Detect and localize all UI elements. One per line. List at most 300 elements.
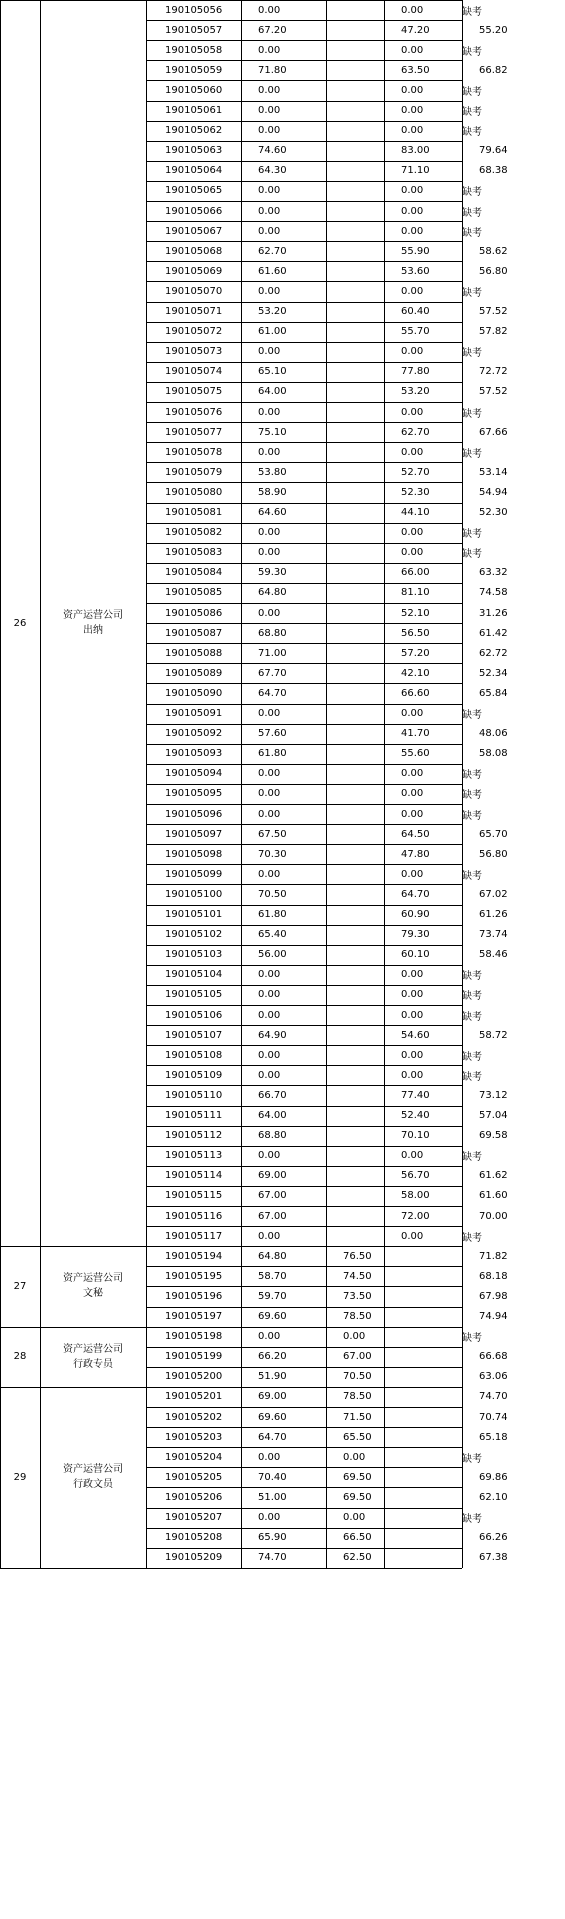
skill-score-cell: 0.00 bbox=[401, 125, 424, 137]
skill-score-cell bbox=[384, 1427, 462, 1447]
ticket-number-cell: 190105076 bbox=[165, 406, 223, 418]
interview-score-cell bbox=[326, 161, 384, 181]
row-divider bbox=[146, 744, 462, 745]
skill-score-cell: 47.80 bbox=[401, 848, 430, 860]
interview-score-cell bbox=[326, 382, 384, 402]
row-divider bbox=[146, 302, 462, 303]
group-number-cell: 27 bbox=[13, 1280, 27, 1292]
total-score-cell: 缺考 bbox=[462, 207, 482, 219]
ticket-number-cell: 190105068 bbox=[165, 245, 223, 257]
written-score-cell: 62.70 bbox=[258, 245, 287, 257]
interview-score-cell: 67.00 bbox=[343, 1351, 372, 1363]
total-score-cell: 58.08 bbox=[479, 748, 508, 760]
interview-score-cell bbox=[326, 1065, 384, 1085]
skill-score-cell bbox=[384, 1286, 462, 1306]
skill-score-cell: 0.00 bbox=[401, 1049, 424, 1061]
interview-score-cell bbox=[326, 1106, 384, 1126]
interview-score-cell bbox=[326, 1085, 384, 1105]
ticket-number-cell: 190105106 bbox=[165, 1009, 223, 1021]
total-score-cell: 缺考 bbox=[462, 6, 482, 18]
row-divider bbox=[146, 1045, 462, 1046]
row-divider bbox=[146, 241, 462, 242]
column-divider bbox=[0, 0, 1, 1568]
ticket-number-cell: 190105204 bbox=[165, 1451, 223, 1463]
ticket-number-cell: 190105195 bbox=[165, 1270, 223, 1282]
written-score-cell: 0.00 bbox=[258, 346, 281, 358]
ticket-number-cell: 190105070 bbox=[165, 285, 223, 297]
skill-score-cell bbox=[384, 1407, 462, 1427]
ticket-number-cell: 190105056 bbox=[165, 4, 223, 16]
interview-score-cell bbox=[326, 201, 384, 221]
position-name bbox=[63, 608, 123, 638]
interview-score-cell bbox=[326, 744, 384, 764]
interview-score-cell bbox=[326, 945, 384, 965]
position-line: 资产运营公司 bbox=[63, 1343, 123, 1355]
ticket-number-cell: 190105084 bbox=[165, 567, 223, 579]
total-score-cell: 67.98 bbox=[479, 1290, 508, 1302]
ticket-number-cell: 190105079 bbox=[165, 466, 223, 478]
total-score-cell: 55.20 bbox=[479, 24, 508, 36]
skill-score-cell: 52.10 bbox=[401, 607, 430, 619]
interview-score-cell: 0.00 bbox=[343, 1512, 366, 1524]
total-score-cell: 缺考 bbox=[462, 187, 482, 199]
written-score-cell: 53.80 bbox=[258, 466, 287, 478]
written-score-cell: 0.00 bbox=[258, 1009, 281, 1021]
row-divider bbox=[146, 503, 462, 504]
total-score-cell: 缺考 bbox=[462, 107, 482, 119]
written-score-cell: 0.00 bbox=[258, 969, 281, 981]
skill-score-cell bbox=[384, 1528, 462, 1548]
interview-score-cell bbox=[326, 302, 384, 322]
total-score-cell: 70.00 bbox=[479, 1210, 508, 1222]
ticket-number-cell: 190105064 bbox=[165, 165, 223, 177]
skill-score-cell: 77.40 bbox=[401, 1089, 430, 1101]
ticket-number-cell: 190105081 bbox=[165, 507, 223, 519]
skill-score-cell: 0.00 bbox=[401, 446, 424, 458]
ticket-number-cell: 190105067 bbox=[165, 225, 223, 237]
total-score-cell: 31.26 bbox=[479, 607, 508, 619]
column-divider bbox=[241, 0, 242, 1568]
skill-score-cell: 62.70 bbox=[401, 426, 430, 438]
interview-score-cell bbox=[326, 101, 384, 121]
skill-score-cell: 79.30 bbox=[401, 929, 430, 941]
interview-score-cell: 69.50 bbox=[343, 1491, 372, 1503]
skill-score-cell: 55.70 bbox=[401, 326, 430, 338]
interview-score-cell: 71.50 bbox=[343, 1411, 372, 1423]
total-score-cell: 57.52 bbox=[479, 386, 508, 398]
ticket-number-cell: 190105091 bbox=[165, 708, 223, 720]
total-score-cell: 缺考 bbox=[462, 870, 482, 882]
total-score-cell: 52.30 bbox=[479, 507, 508, 519]
written-score-cell: 57.60 bbox=[258, 728, 287, 740]
ticket-number-cell: 190105097 bbox=[165, 828, 223, 840]
total-score-cell: 52.34 bbox=[479, 667, 508, 679]
row-divider bbox=[146, 824, 462, 825]
written-score-cell: 70.50 bbox=[258, 888, 287, 900]
total-score-cell: 73.12 bbox=[479, 1089, 508, 1101]
ticket-number-cell: 190105203 bbox=[165, 1431, 223, 1443]
total-score-cell: 63.32 bbox=[479, 567, 508, 579]
row-divider bbox=[146, 663, 462, 664]
skill-score-cell: 0.00 bbox=[401, 406, 424, 418]
column-divider bbox=[40, 0, 41, 1568]
written-score-cell: 64.80 bbox=[258, 1250, 287, 1262]
row-divider bbox=[146, 543, 462, 544]
skill-score-cell: 60.90 bbox=[401, 909, 430, 921]
total-score-cell: 缺考 bbox=[462, 1514, 482, 1526]
row-divider bbox=[146, 1106, 462, 1107]
row-divider bbox=[146, 724, 462, 725]
row-divider bbox=[146, 20, 462, 21]
total-score-cell: 74.58 bbox=[479, 587, 508, 599]
skill-score-cell: 57.20 bbox=[401, 647, 430, 659]
written-score-cell: 65.10 bbox=[258, 366, 287, 378]
row-divider bbox=[146, 201, 462, 202]
written-score-cell: 0.00 bbox=[258, 446, 281, 458]
row-divider bbox=[146, 1065, 462, 1066]
row-divider bbox=[146, 623, 462, 624]
row-divider bbox=[146, 482, 462, 483]
ticket-number-cell: 190105114 bbox=[165, 1170, 223, 1182]
interview-score-cell bbox=[326, 965, 384, 985]
row-divider bbox=[146, 101, 462, 102]
written-score-cell: 75.10 bbox=[258, 426, 287, 438]
row-divider bbox=[146, 523, 462, 524]
total-score-cell: 缺考 bbox=[462, 790, 482, 802]
ticket-number-cell: 190105112 bbox=[165, 1130, 223, 1142]
row-divider bbox=[146, 1487, 462, 1488]
total-score-cell: 缺考 bbox=[462, 287, 482, 299]
row-divider bbox=[146, 764, 462, 765]
row-divider bbox=[146, 1025, 462, 1026]
interview-score-cell: 66.50 bbox=[343, 1532, 372, 1544]
ticket-number-cell: 190105095 bbox=[165, 788, 223, 800]
row-divider bbox=[146, 462, 462, 463]
skill-score-cell: 0.00 bbox=[401, 84, 424, 96]
skill-score-cell: 0.00 bbox=[401, 44, 424, 56]
skill-score-cell: 52.40 bbox=[401, 1110, 430, 1122]
total-score-cell: 缺考 bbox=[462, 971, 482, 983]
interview-score-cell: 76.50 bbox=[343, 1250, 372, 1262]
written-score-cell: 64.70 bbox=[258, 687, 287, 699]
total-score-cell: 53.14 bbox=[479, 466, 508, 478]
row-divider bbox=[146, 1286, 462, 1287]
written-score-cell: 70.40 bbox=[258, 1471, 287, 1483]
total-score-cell: 73.74 bbox=[479, 929, 508, 941]
total-score-cell: 62.72 bbox=[479, 647, 508, 659]
row-divider bbox=[146, 704, 462, 705]
written-score-cell: 69.00 bbox=[258, 1391, 287, 1403]
ticket-number-cell: 190105208 bbox=[165, 1532, 223, 1544]
written-score-cell: 59.30 bbox=[258, 567, 287, 579]
interview-score-cell bbox=[326, 623, 384, 643]
ticket-number-cell: 190105196 bbox=[165, 1290, 223, 1302]
ticket-number-cell: 190105058 bbox=[165, 44, 223, 56]
total-score-cell: 65.70 bbox=[479, 828, 508, 840]
interview-score-cell bbox=[326, 1025, 384, 1045]
row-divider bbox=[146, 1005, 462, 1006]
written-score-cell: 67.00 bbox=[258, 1190, 287, 1202]
row-divider bbox=[146, 281, 462, 282]
row-divider bbox=[146, 1347, 462, 1348]
total-score-cell: 65.18 bbox=[479, 1431, 508, 1443]
skill-score-cell: 0.00 bbox=[401, 868, 424, 880]
interview-score-cell bbox=[326, 724, 384, 744]
skill-score-cell bbox=[384, 1487, 462, 1507]
interview-score-cell bbox=[326, 985, 384, 1005]
row-divider bbox=[146, 422, 462, 423]
ticket-number-cell: 190105072 bbox=[165, 326, 223, 338]
written-score-cell: 0.00 bbox=[258, 285, 281, 297]
total-score-cell: 71.82 bbox=[479, 1250, 508, 1262]
written-score-cell: 61.80 bbox=[258, 909, 287, 921]
skill-score-cell: 63.50 bbox=[401, 64, 430, 76]
row-divider bbox=[146, 382, 462, 383]
row-divider bbox=[146, 844, 462, 845]
total-score-cell: 48.06 bbox=[479, 728, 508, 740]
position-line: 资产运营公司 bbox=[63, 1273, 123, 1285]
row-divider bbox=[146, 1166, 462, 1167]
skill-score-cell: 0.00 bbox=[401, 4, 424, 16]
position-cell bbox=[40, 1327, 146, 1387]
skill-score-cell: 55.60 bbox=[401, 748, 430, 760]
written-score-cell: 0.00 bbox=[258, 205, 281, 217]
written-score-cell: 66.70 bbox=[258, 1089, 287, 1101]
total-score-cell: 缺考 bbox=[462, 408, 482, 420]
row-divider bbox=[146, 603, 462, 604]
total-score-cell: 61.26 bbox=[479, 909, 508, 921]
interview-score-cell bbox=[326, 422, 384, 442]
total-score-cell: 缺考 bbox=[462, 1232, 482, 1244]
skill-score-cell: 53.60 bbox=[401, 265, 430, 277]
position-name bbox=[63, 1271, 123, 1301]
total-score-cell: 58.62 bbox=[479, 245, 508, 257]
skill-score-cell: 83.00 bbox=[401, 145, 430, 157]
total-score-cell: 68.18 bbox=[479, 1270, 508, 1282]
skill-score-cell: 58.00 bbox=[401, 1190, 430, 1202]
written-score-cell: 71.80 bbox=[258, 64, 287, 76]
interview-score-cell: 78.50 bbox=[343, 1311, 372, 1323]
ticket-number-cell: 190105102 bbox=[165, 929, 223, 941]
interview-score-cell bbox=[326, 563, 384, 583]
skill-score-cell: 60.10 bbox=[401, 949, 430, 961]
row-divider bbox=[146, 402, 462, 403]
row-divider bbox=[146, 1126, 462, 1127]
row-divider bbox=[146, 342, 462, 343]
skill-score-cell: 47.20 bbox=[401, 24, 430, 36]
written-score-cell: 0.00 bbox=[258, 1451, 281, 1463]
row-divider bbox=[146, 945, 462, 946]
interview-score-cell bbox=[326, 60, 384, 80]
interview-score-cell bbox=[326, 864, 384, 884]
ticket-number-cell: 190105202 bbox=[165, 1411, 223, 1423]
total-score-cell: 缺考 bbox=[462, 1071, 482, 1083]
skill-score-cell: 41.70 bbox=[401, 728, 430, 740]
interview-score-cell bbox=[326, 1005, 384, 1025]
interview-score-cell bbox=[326, 643, 384, 663]
position-line: 行政文员 bbox=[73, 1479, 113, 1491]
ticket-number-cell: 190105199 bbox=[165, 1351, 223, 1363]
written-score-cell: 59.70 bbox=[258, 1290, 287, 1302]
row-divider bbox=[146, 683, 462, 684]
written-score-cell: 64.00 bbox=[258, 1110, 287, 1122]
row-divider bbox=[146, 60, 462, 61]
skill-score-cell bbox=[384, 1327, 462, 1347]
ticket-number-cell: 190105057 bbox=[165, 24, 223, 36]
skill-score-cell: 0.00 bbox=[401, 285, 424, 297]
ticket-number-cell: 190105065 bbox=[165, 185, 223, 197]
interview-score-cell bbox=[326, 523, 384, 543]
interview-score-cell bbox=[326, 141, 384, 161]
row-divider bbox=[146, 1447, 462, 1448]
total-score-cell: 74.94 bbox=[479, 1311, 508, 1323]
row-divider bbox=[146, 1307, 462, 1308]
position-line: 文秘 bbox=[83, 1288, 103, 1300]
skill-score-cell: 66.60 bbox=[401, 687, 430, 699]
ticket-number-cell: 190105201 bbox=[165, 1391, 223, 1403]
total-score-cell: 66.26 bbox=[479, 1532, 508, 1544]
total-score-cell: 缺考 bbox=[462, 127, 482, 139]
ticket-number-cell: 190105101 bbox=[165, 909, 223, 921]
written-score-cell: 74.70 bbox=[258, 1552, 287, 1564]
ticket-number-cell: 190105206 bbox=[165, 1491, 223, 1503]
written-score-cell: 58.90 bbox=[258, 486, 287, 498]
written-score-cell: 0.00 bbox=[258, 989, 281, 1001]
skill-score-cell: 53.20 bbox=[401, 386, 430, 398]
written-score-cell: 64.70 bbox=[258, 1431, 287, 1443]
interview-score-cell: 62.50 bbox=[343, 1552, 372, 1564]
written-score-cell: 65.40 bbox=[258, 929, 287, 941]
interview-score-cell: 69.50 bbox=[343, 1471, 372, 1483]
row-divider bbox=[146, 563, 462, 564]
written-score-cell: 64.90 bbox=[258, 1029, 287, 1041]
written-score-cell: 74.60 bbox=[258, 145, 287, 157]
written-score-cell: 64.30 bbox=[258, 165, 287, 177]
row-divider bbox=[146, 1528, 462, 1529]
total-score-cell: 缺考 bbox=[462, 86, 482, 98]
ticket-number-cell: 190105069 bbox=[165, 265, 223, 277]
total-score-cell: 62.10 bbox=[479, 1491, 508, 1503]
written-score-cell: 56.00 bbox=[258, 949, 287, 961]
group-number-cell: 26 bbox=[13, 617, 27, 629]
written-score-cell: 0.00 bbox=[258, 527, 281, 539]
skill-score-cell: 0.00 bbox=[401, 1230, 424, 1242]
ticket-number-cell: 190105088 bbox=[165, 647, 223, 659]
skill-score-cell: 0.00 bbox=[401, 185, 424, 197]
column-divider bbox=[146, 0, 147, 1568]
ticket-number-cell: 190105063 bbox=[165, 145, 223, 157]
row-divider bbox=[146, 121, 462, 122]
written-score-cell: 0.00 bbox=[258, 788, 281, 800]
ticket-number-cell: 190105086 bbox=[165, 607, 223, 619]
written-score-cell: 64.00 bbox=[258, 386, 287, 398]
skill-score-cell: 70.10 bbox=[401, 1130, 430, 1142]
row-divider bbox=[146, 1266, 462, 1267]
skill-score-cell bbox=[384, 1307, 462, 1327]
interview-score-cell bbox=[326, 884, 384, 904]
total-score-cell: 缺考 bbox=[462, 991, 482, 1003]
ticket-number-cell: 190105110 bbox=[165, 1089, 223, 1101]
skill-score-cell: 42.10 bbox=[401, 667, 430, 679]
ticket-number-cell: 190105205 bbox=[165, 1471, 223, 1483]
ticket-number-cell: 190105073 bbox=[165, 346, 223, 358]
total-score-cell: 57.04 bbox=[479, 1110, 508, 1122]
ticket-number-cell: 190105087 bbox=[165, 627, 223, 639]
skill-score-cell: 0.00 bbox=[401, 708, 424, 720]
interview-score-cell bbox=[326, 1146, 384, 1166]
ticket-number-cell: 190105093 bbox=[165, 748, 223, 760]
row-divider bbox=[146, 161, 462, 162]
skill-score-cell: 64.70 bbox=[401, 888, 430, 900]
written-score-cell: 67.00 bbox=[258, 1210, 287, 1222]
written-score-cell: 71.00 bbox=[258, 647, 287, 659]
total-score-cell: 65.84 bbox=[479, 687, 508, 699]
interview-score-cell bbox=[326, 824, 384, 844]
row-divider bbox=[146, 362, 462, 363]
written-score-cell: 67.20 bbox=[258, 24, 287, 36]
skill-score-cell: 64.50 bbox=[401, 828, 430, 840]
written-score-cell: 51.90 bbox=[258, 1371, 287, 1383]
written-score-cell: 0.00 bbox=[258, 1230, 281, 1242]
row-divider bbox=[146, 884, 462, 885]
ticket-number-cell: 190105078 bbox=[165, 446, 223, 458]
written-score-cell: 0.00 bbox=[258, 105, 281, 117]
written-score-cell: 0.00 bbox=[258, 708, 281, 720]
row-divider bbox=[146, 925, 462, 926]
skill-score-cell: 77.80 bbox=[401, 366, 430, 378]
written-score-cell: 61.60 bbox=[258, 265, 287, 277]
written-score-cell: 0.00 bbox=[258, 1069, 281, 1081]
total-score-cell: 缺考 bbox=[462, 1333, 482, 1345]
row-divider bbox=[146, 1226, 462, 1227]
skill-score-cell bbox=[384, 1548, 462, 1568]
total-score-cell: 缺考 bbox=[462, 549, 482, 561]
row-divider bbox=[146, 985, 462, 986]
ticket-number-cell: 190105207 bbox=[165, 1512, 223, 1524]
ticket-number-cell: 190105062 bbox=[165, 125, 223, 137]
ticket-number-cell: 190105111 bbox=[165, 1110, 223, 1122]
total-score-cell: 缺考 bbox=[462, 1051, 482, 1063]
interview-score-cell bbox=[326, 462, 384, 482]
skill-score-cell: 0.00 bbox=[401, 346, 424, 358]
interview-score-cell bbox=[326, 362, 384, 382]
interview-score-cell bbox=[326, 482, 384, 502]
interview-score-cell bbox=[326, 20, 384, 40]
total-score-cell: 63.06 bbox=[479, 1371, 508, 1383]
row-divider bbox=[146, 1508, 462, 1509]
row-divider bbox=[146, 261, 462, 262]
group-divider bbox=[0, 0, 462, 1]
total-score-cell: 缺考 bbox=[462, 46, 482, 58]
interview-score-cell bbox=[326, 784, 384, 804]
ticket-number-cell: 190105077 bbox=[165, 426, 223, 438]
position-line: 资产运营公司 bbox=[63, 1464, 123, 1476]
ticket-number-cell: 190105198 bbox=[165, 1331, 223, 1343]
total-score-cell: 74.70 bbox=[479, 1391, 508, 1403]
row-divider bbox=[146, 221, 462, 222]
interview-score-cell bbox=[326, 80, 384, 100]
written-score-cell: 0.00 bbox=[258, 547, 281, 559]
total-score-cell: 72.72 bbox=[479, 366, 508, 378]
written-score-cell: 53.20 bbox=[258, 306, 287, 318]
row-divider bbox=[146, 1206, 462, 1207]
skill-score-cell: 66.00 bbox=[401, 567, 430, 579]
total-score-cell: 67.66 bbox=[479, 426, 508, 438]
ticket-number-cell: 190105080 bbox=[165, 486, 223, 498]
written-score-cell: 0.00 bbox=[258, 185, 281, 197]
row-divider bbox=[146, 905, 462, 906]
written-score-cell: 68.80 bbox=[258, 1130, 287, 1142]
